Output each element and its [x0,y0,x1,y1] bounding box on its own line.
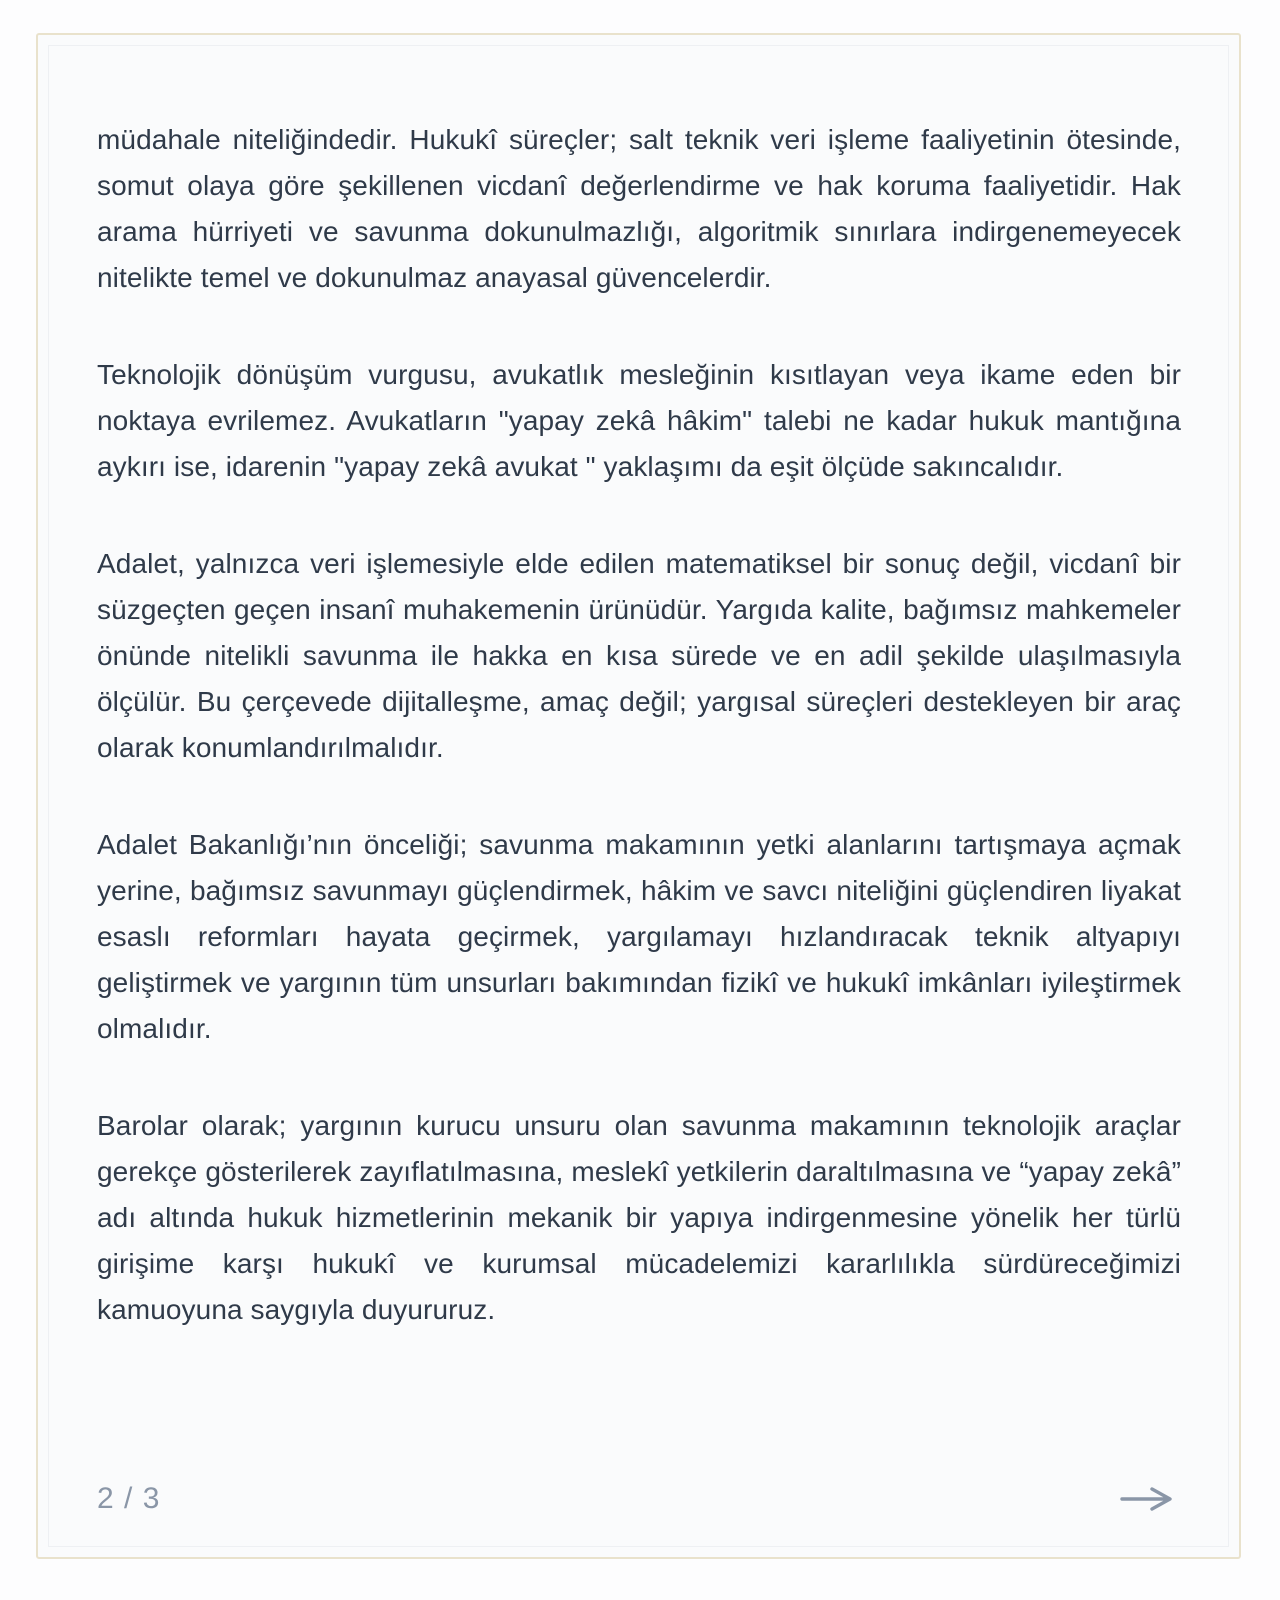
next-page-button[interactable] [1115,1480,1179,1518]
paragraph-2: Teknolojik dönüşüm vurgusu, avukatlık mesleğinin kısıtlayan veya ikame eden bir noktaya evrilemez. Avukatların "yapay zekâ hâkim" talebi ne kadar hukuk mantığına aykırı ise, idarenin "yapay zekâ avukat " yaklaşımı da eşit ölçüde sakıncalıdır. [97,359,1181,482]
page-indicator: 2 / 3 [97,1482,161,1515]
page-footer [97,1477,1179,1521]
document-body [97,117,1181,1384]
paragraph-3: Adalet, yalnızca veri işlemesiyle elde edilen matematiksel bir sonuç değil, vicdanî bir süzgeçten geçen insanî muhakemenin ürünüdür. Yargıda kalite, bağımsız mahkemeler önünde nitelikli savunma ile hakka en kısa sürede ve en adil şekilde ulaşılmasıyla ölçülür. Bu çerçevede dijitalleşme, amaç değil; yargısal süreçleri destekleyen bir araç olarak konumlandırılmalıdır. [97,548,1181,763]
paragraph-4: Adalet Bakanlığı’nın önceliği; savunma makamının yetki alanlarını tartışmaya açmak yerine, bağımsız savunmayı güçlendirmek, hâkim ve savcı niteliğini güçlendiren liyakat esaslı reformları hayata geçirmek, yargılamayı hızlandıracak teknik altyapıyı geliştirmek ve yargının tüm unsurları bakımından fizikî ve hukukî imkânları iyileştirmek olmalıdır. [97,829,1181,1044]
document-page-card [36,33,1241,1559]
paragraph-5: Barolar olarak; yargının kurucu unsuru olan savunma makamının teknolojik araçlar gerekçe gösterilerek zayıflatılmasına, meslekî yetkilerin daraltılmasına ve “yapay zekâ” adı altında hukuk hizmetlerinin mekanik bir yapıya indirgenmesine yönelik her türlü girişime karşı hukukî ve kurumsal mücadelemizi kararlılıkla sürdüreceğimizi kamuoyuna saygıyla duyururuz. [97,1110,1181,1325]
long-right-arrow-icon [1119,1484,1175,1514]
paragraph-1: müdahale niteliğindedir. Hukukî süreçler; salt teknik veri işleme faaliyetinin ötesinde, somut olaya göre şekillenen vicdanî değerlendirme ve hak koruma faaliyetidir. Hak arama hürriyeti ve savunma dokunulmazlığı, algoritmik sınırlara indirgenemeyecek nitelikte temel ve dokunulmaz anayasal güvencelerdir. [97,124,1181,293]
